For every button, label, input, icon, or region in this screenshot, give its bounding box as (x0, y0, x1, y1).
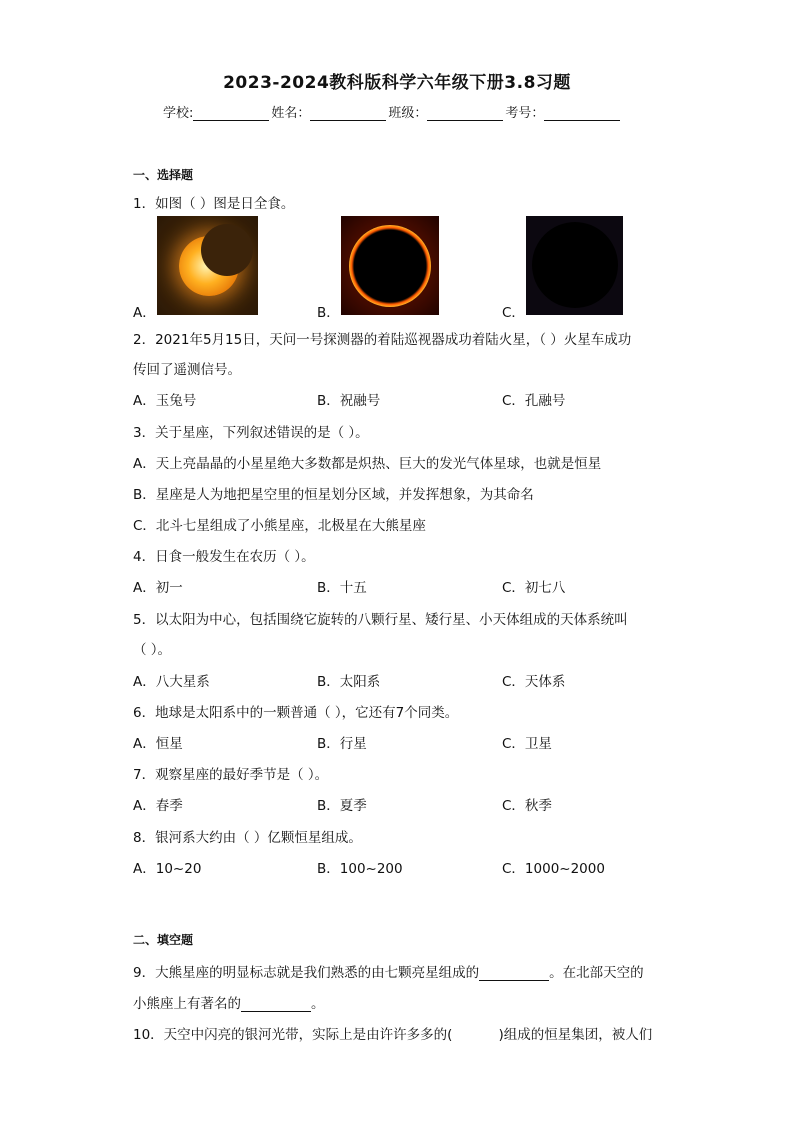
question-3-text: 3．关于星座，下列叙述错误的是（ ）。 (133, 425, 369, 441)
question-9-text-c: 小熊座上有著名的 (133, 996, 241, 1012)
exam-number-label: 考号： (505, 106, 545, 121)
section-title-choice: 一、选择题 (133, 168, 194, 182)
question-5-line-1: 5．以太阳为中心，包括围绕它旋转的八颗行星、矮行星、小天体组成的天体系统叫 (133, 612, 628, 628)
exam-number-blank[interactable] (544, 106, 620, 121)
corona-shape (532, 222, 618, 308)
question-10-text-b: )组成的恒星集团，被人们 (498, 1027, 653, 1043)
ring-of-fire-shape (349, 225, 431, 307)
question-1-option-a[interactable]: A． (133, 305, 156, 321)
question-2-option-c[interactable]: C．孔融号 (502, 393, 566, 409)
question-8-option-b[interactable]: B．100~200 (317, 861, 403, 877)
question-1-option-b[interactable]: B． (317, 305, 340, 321)
question-3-option-a[interactable]: A．天上亮晶晶的小星星绝大多数都是炽热、巨大的发光气体星球，也就是恒星 (133, 456, 602, 472)
page-title: 2023-2024教科版科学六年级下册3.8习题 (223, 73, 571, 93)
question-7-text: 7．观察星座的最好季节是（ ）。 (133, 767, 329, 783)
question-9-blank-1[interactable] (479, 966, 549, 981)
class-blank[interactable] (427, 106, 503, 121)
name-blank[interactable] (310, 106, 386, 121)
question-2-option-b[interactable]: B．祝融号 (317, 393, 381, 409)
question-6-option-a[interactable]: A．恒星 (133, 736, 183, 752)
question-9-text-b: 。在北部天空的 (549, 965, 644, 981)
question-2-line-1: 2．2021年5月15日，天问一号探测器的着陆巡视器成功着陆火星，（ ）火星车成功 (133, 332, 632, 348)
total-solar-eclipse-image (526, 216, 623, 315)
question-8-text: 8．银河系大约由（ ）亿颗恒星组成。 (133, 830, 362, 846)
section-title-fill-in: 二、填空题 (133, 933, 194, 947)
question-10-text-a: 10．天空中闪亮的银河光带，实际上是由许许多多的( (133, 1027, 453, 1043)
question-5-option-a[interactable]: A．八大星系 (133, 674, 210, 690)
question-7-option-b[interactable]: B．夏季 (317, 798, 367, 814)
class-label: 班级： (388, 106, 428, 121)
question-6-option-b[interactable]: B．行星 (317, 736, 367, 752)
question-4-option-a[interactable]: A．初一 (133, 580, 183, 596)
question-4-text: 4．日食一般发生在农历（ ）。 (133, 549, 315, 565)
question-10-line-1 (133, 1023, 652, 1043)
question-9-line-2 (133, 992, 325, 1012)
question-8-option-a[interactable]: A．10~20 (133, 861, 202, 877)
question-6-text: 6．地球是太阳系中的一颗普通（ ），它还有7个同类。 (133, 705, 459, 721)
question-3-option-b[interactable]: B．星座是人为地把星空里的恒星划分区域，并发挥想象，为其命名 (133, 487, 534, 503)
question-5-option-b[interactable]: B．太阳系 (317, 674, 381, 690)
school-label: 学校: (163, 106, 194, 121)
student-info-row (163, 102, 622, 121)
question-7-option-c[interactable]: C．秋季 (502, 798, 552, 814)
partial-solar-eclipse-image (157, 216, 258, 315)
question-9-line-1 (133, 961, 644, 981)
moon-shape (201, 224, 253, 276)
question-9-text-a: 9．大熊星座的明显标志就是我们熟悉的由七颗亮星组成的 (133, 965, 480, 981)
question-1-option-c[interactable]: C． (502, 305, 525, 321)
name-label: 姓名： (271, 106, 311, 121)
question-1-text: 1．如图（ ）图是日全食。 (133, 196, 295, 212)
question-5-line-2: （ ）。 (133, 642, 172, 658)
question-4-option-b[interactable]: B．十五 (317, 580, 367, 596)
question-9-blank-2[interactable] (241, 997, 311, 1012)
question-8-option-c[interactable]: C．1000~2000 (502, 861, 605, 877)
question-9-text-d: 。 (311, 996, 325, 1012)
school-blank[interactable] (193, 106, 269, 121)
annular-solar-eclipse-image (341, 216, 439, 315)
question-7-option-a[interactable]: A．春季 (133, 798, 183, 814)
question-2-line-2: 传回了遥测信号。 (133, 362, 241, 378)
question-3-option-c[interactable]: C．北斗七星组成了小熊星座，北极星在大熊星座 (133, 518, 426, 534)
question-5-option-c[interactable]: C．天体系 (502, 674, 566, 690)
question-2-option-a[interactable]: A．玉兔号 (133, 393, 197, 409)
question-4-option-c[interactable]: C．初七八 (502, 580, 566, 596)
question-6-option-c[interactable]: C．卫星 (502, 736, 552, 752)
